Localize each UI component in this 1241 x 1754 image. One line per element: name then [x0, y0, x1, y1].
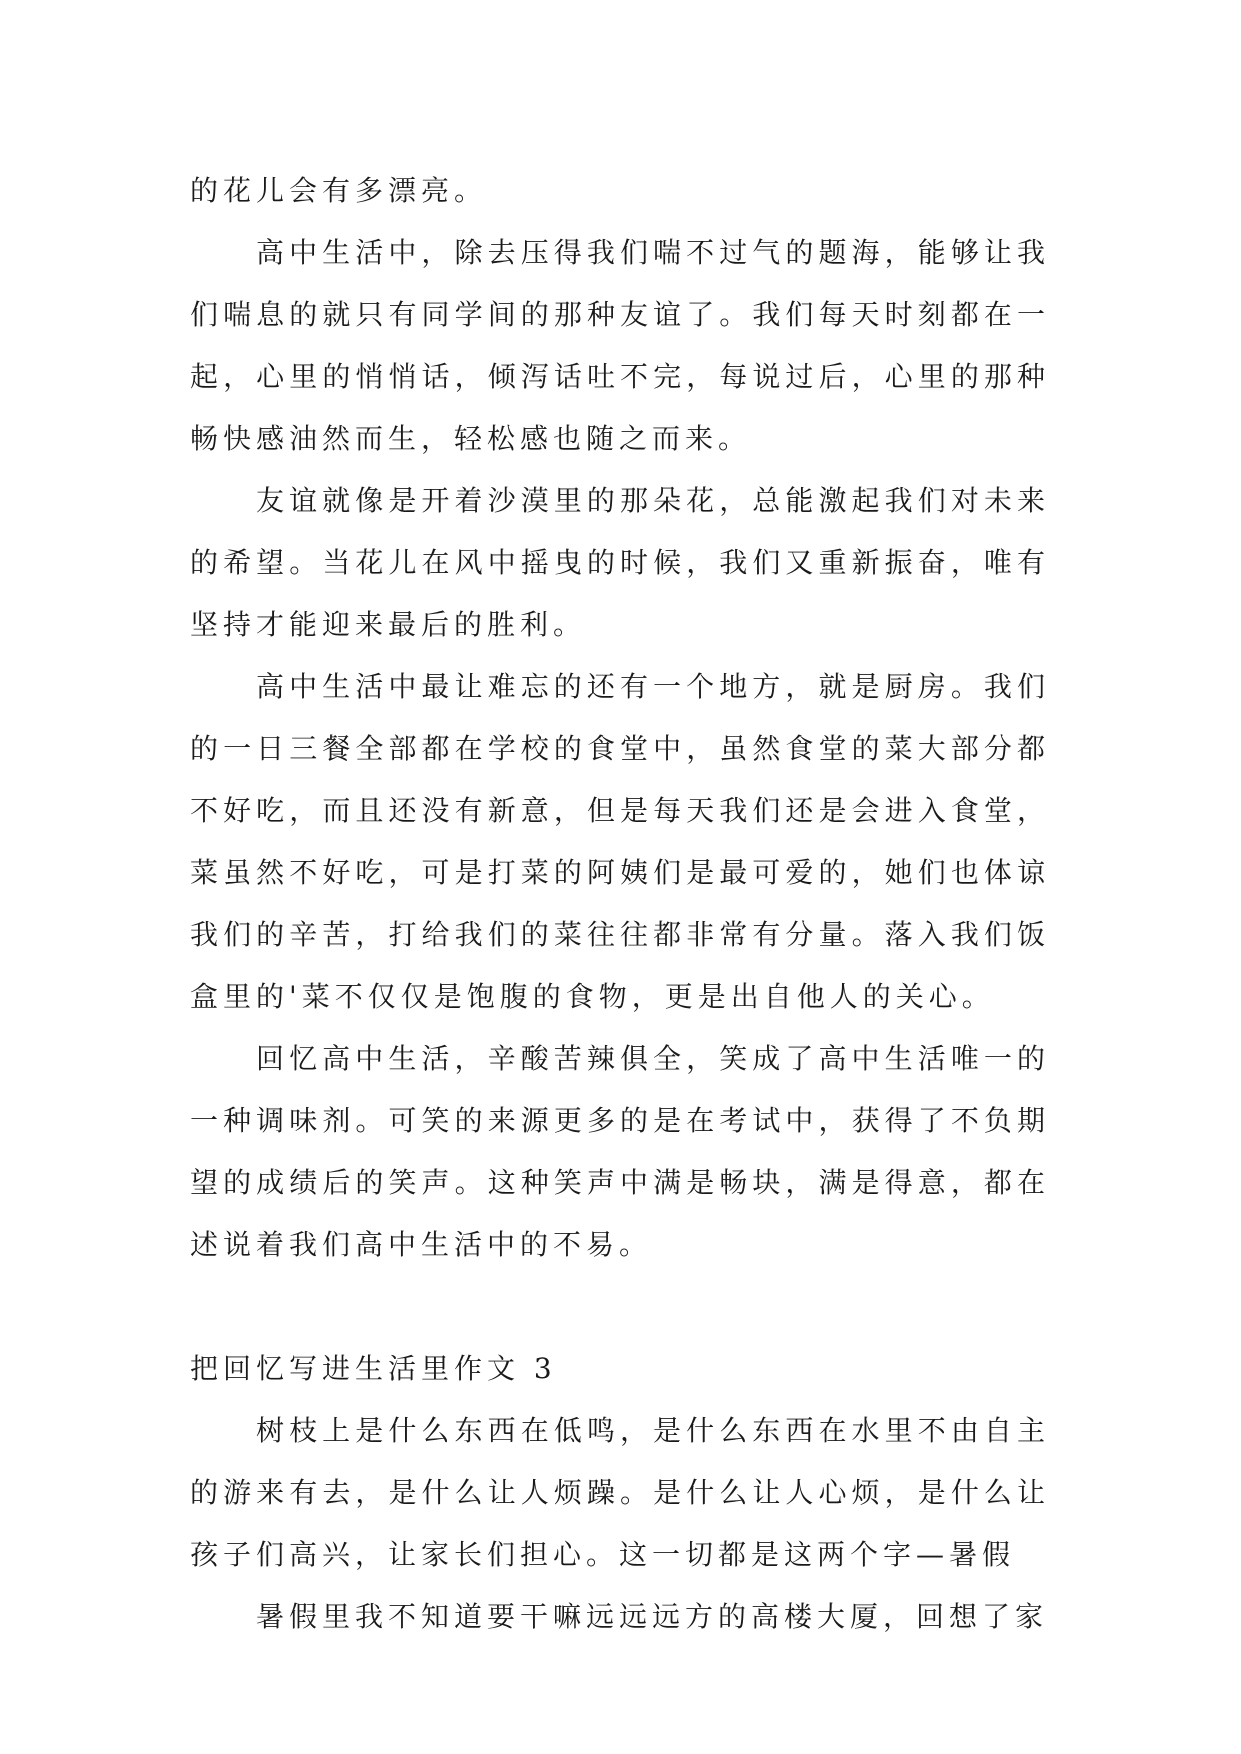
paragraph-laughter: 回忆高中生活，辛酸苦辣俱全，笑成了高中生活唯一的一种调味剂。可笑的来源更多的是在考试中，获得了不负期望的成绩后的笑声。这种笑声中满是畅块，满是得意，都在述说着我们高中生活中的不易。: [190, 1042, 1050, 1261]
paragraph-friendship: 高中生活中，除去压得我们喘不过气的题海，能够让我们喘息的就只有同学间的那种友谊了。我们每天时刻都在一起，心里的悄悄话，倾泻话吐不完，每说过后，心里的那种畅快感油然而生，轻松感也随之而来。: [190, 236, 1050, 455]
paragraph-summer-intro: 树枝上是什么东西在低鸣，是什么东西在水里不由自主的游来有去，是什么让人烦躁。是什么让人心烦，是什么让孩子们高兴，让家长们担心。这一切都是这两个字—暑假: [190, 1414, 1050, 1571]
essay-heading: 把回忆写进生活里作文 3: [190, 1352, 557, 1385]
paragraph-continuation: 的花儿会有多漂亮。: [190, 174, 488, 207]
paragraph-summer-continued: 暑假里我不知道要干嘛远远远方的高楼大厦，回想了家: [256, 1600, 1049, 1633]
paragraph-desert-flower: 友谊就像是开着沙漠里的那朵花，总能激起我们对未来的希望。当花儿在风中摇曳的时候，我们又重新振奋，唯有坚持才能迎来最后的胜利。: [190, 484, 1050, 641]
document-body: [190, 160, 1050, 1648]
paragraph-kitchen: 高中生活中最让难忘的还有一个地方，就是厨房。我们的一日三餐全部都在学校的食堂中，虽然食堂的菜大部分都不好吃，而且还没有新意，但是每天我们还是会进入食堂，菜虽然不好吃，可是打菜的阿姨们是最可爱的，她们也体谅我们的辛苦，打给我们的菜往往都非常有分量。落入我们饭盒里的'菜不仅仅是饱腹的食物，更是出自他人的关心。: [190, 670, 1050, 1013]
